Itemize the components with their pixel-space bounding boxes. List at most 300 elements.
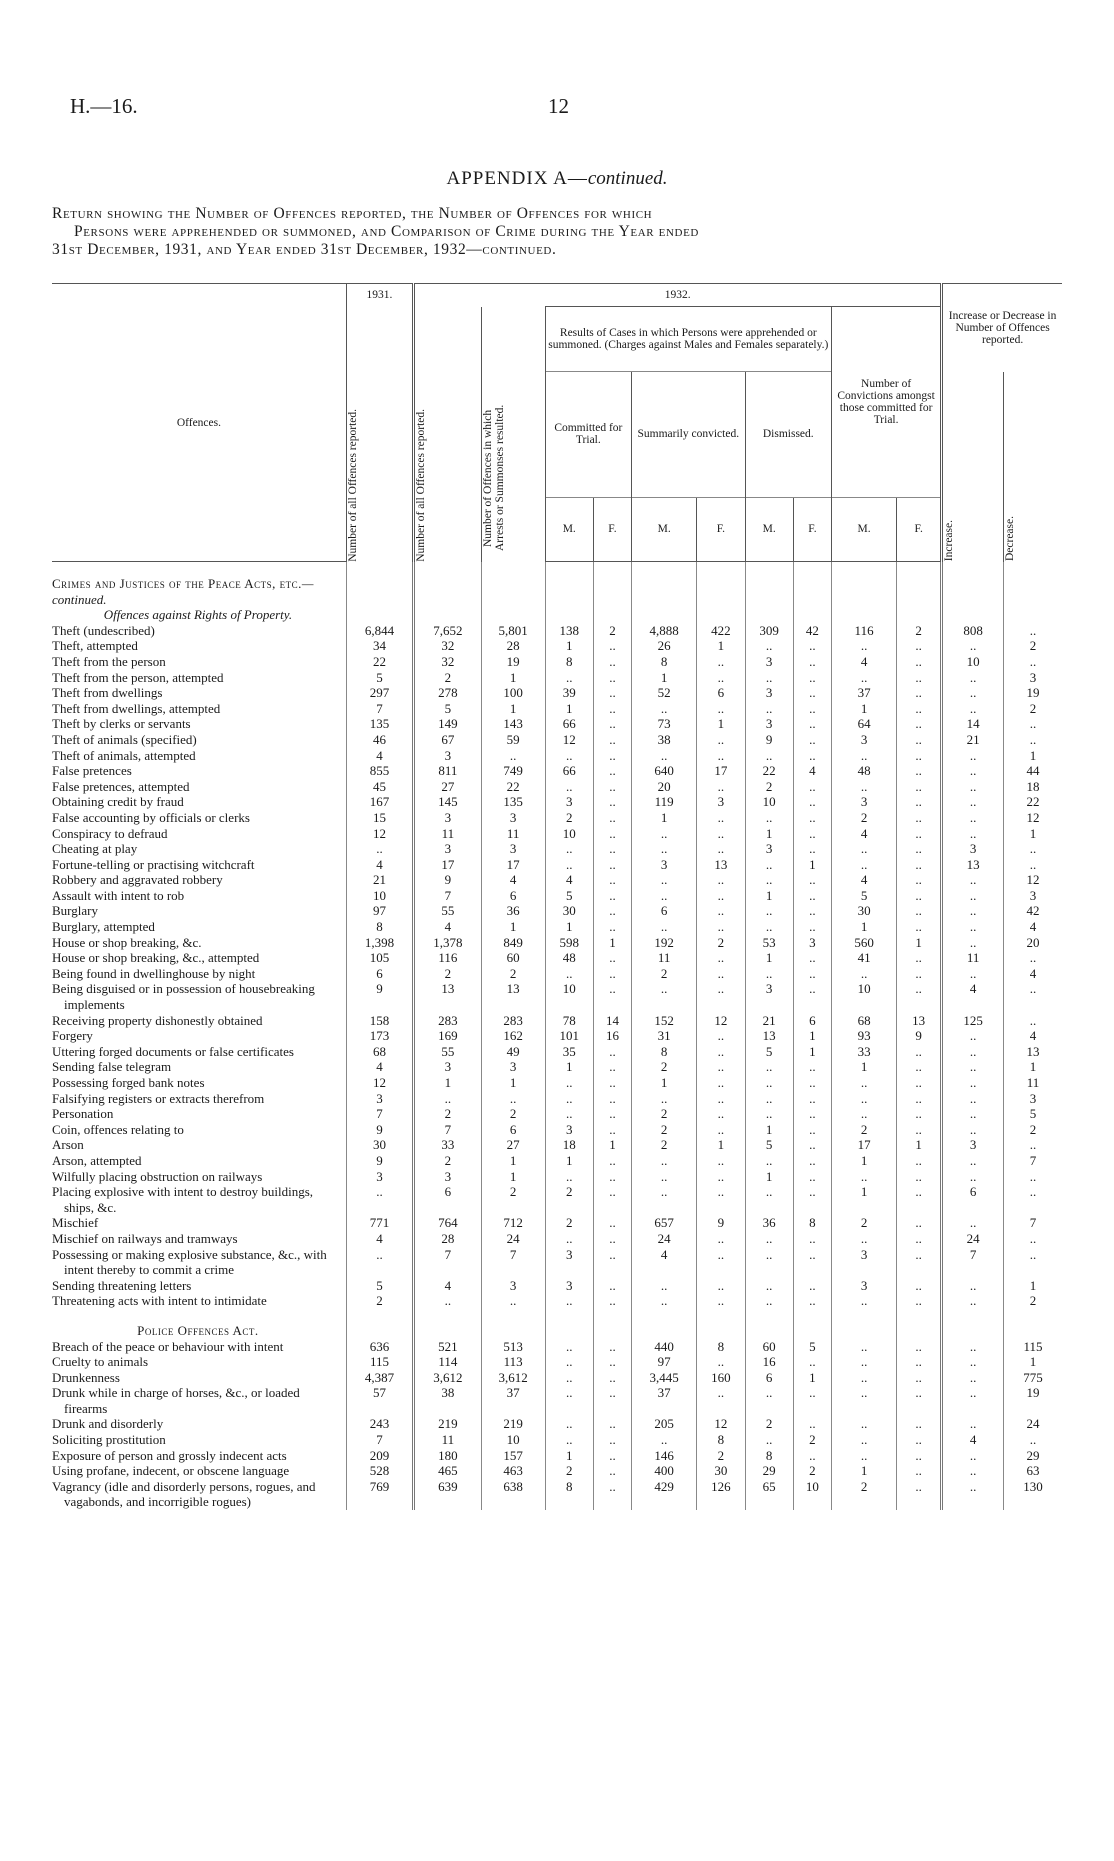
offence-label: Theft from dwellings (52, 685, 163, 701)
table-cell: .. (793, 654, 831, 670)
table-cell: .. (593, 1231, 631, 1247)
table-cell: 24 (632, 1231, 697, 1247)
table-cell: 2 (632, 1137, 697, 1153)
table-cell: .. (832, 966, 897, 982)
table-cell: .. (697, 748, 745, 764)
table-cell: 1 (545, 701, 593, 717)
table-cell: 463 (481, 1463, 545, 1479)
table-cell: .. (593, 1463, 631, 1479)
table-cell: 2 (545, 1215, 593, 1231)
table-cell: 8 (697, 1339, 745, 1355)
table-cell: 2 (545, 1463, 593, 1479)
table-cell: 2 (481, 1106, 545, 1122)
offence-label: False accounting by officials or clerks (52, 809, 250, 825)
offence-label: Fortune-telling or practising witchcraft (52, 856, 255, 872)
table-cell: 4 (545, 872, 593, 888)
table-cell: .. (745, 903, 793, 919)
table-row (52, 888, 1062, 904)
table-cell: 5 (793, 1339, 831, 1355)
table-cell: 24 (942, 1231, 1004, 1247)
offence-name (52, 826, 346, 842)
table-cell: 3 (832, 732, 897, 748)
table-cell: .. (793, 779, 831, 795)
table-cell: 68 (832, 1013, 897, 1029)
table-cell: 1 (745, 1169, 793, 1185)
table-cell: 4 (1003, 1028, 1062, 1044)
table-row (52, 1075, 1062, 1091)
table-cell: .. (697, 888, 745, 904)
table-cell: .. (897, 981, 942, 1012)
table-cell: 21 (745, 1013, 793, 1029)
table-cell: 53 (745, 935, 793, 951)
table-cell: 1 (1003, 826, 1062, 842)
table-cell: 5 (745, 1044, 793, 1060)
table-cell: .. (897, 1339, 942, 1355)
table-cell: 55 (414, 903, 481, 919)
empty-cell (897, 562, 942, 623)
table-cell: 513 (481, 1339, 545, 1355)
table-row (52, 716, 1062, 732)
table-cell: 115 (1003, 1339, 1062, 1355)
table-cell: .. (942, 1075, 1004, 1091)
table-cell: .. (593, 966, 631, 982)
table-cell: .. (832, 1432, 897, 1448)
table-cell: 1 (897, 1137, 942, 1153)
offence-name (52, 779, 346, 795)
table-cell: 3 (745, 981, 793, 1012)
offence-label: Forgery (52, 1028, 93, 1044)
table-cell: .. (942, 670, 1004, 686)
table-cell: 100 (481, 685, 545, 701)
offence-name (52, 1231, 346, 1247)
table-cell: 1 (832, 919, 897, 935)
table-cell: .. (793, 1059, 831, 1075)
table-cell: 12 (1003, 810, 1062, 826)
table-cell: 24 (481, 1231, 545, 1247)
table-cell: .. (545, 1106, 593, 1122)
table-row (52, 701, 1062, 717)
table-cell: 17 (414, 857, 481, 873)
summarily-f-header: F. (697, 497, 745, 561)
table-cell: .. (697, 1075, 745, 1091)
table-cell: 116 (832, 623, 897, 639)
table-cell: .. (697, 1231, 745, 1247)
table-cell: .. (632, 826, 697, 842)
table-cell: .. (1003, 841, 1062, 857)
table-cell: .. (832, 1075, 897, 1091)
table-cell: .. (1003, 654, 1062, 670)
table-cell: .. (593, 638, 631, 654)
table-cell: 27 (481, 1137, 545, 1153)
table-cell: 11 (414, 826, 481, 842)
table-cell: 5,801 (481, 623, 545, 639)
offence-label: Mischief (52, 1215, 99, 1231)
table-row (52, 857, 1062, 873)
table-cell: .. (897, 1044, 942, 1060)
table-cell: 14 (593, 1013, 631, 1029)
offence-label: Breach of the peace or behaviour with intent (52, 1338, 284, 1354)
table-cell: 9 (697, 1215, 745, 1231)
offence-name (52, 1278, 346, 1294)
table-row (52, 1479, 1062, 1510)
empty-cell (793, 562, 831, 623)
table-cell: .. (832, 1091, 897, 1107)
offence-name (52, 810, 346, 826)
table-cell: 598 (545, 935, 593, 951)
offence-label: Placing explosive with intent to destroy buildings, ships, &c. (52, 1184, 314, 1215)
table-cell: 5 (346, 1278, 413, 1294)
table-cell: .. (793, 638, 831, 654)
table-cell: .. (897, 903, 942, 919)
section-title-row (52, 562, 1062, 623)
offences-table (52, 283, 1062, 1510)
table-cell: .. (545, 1293, 593, 1309)
table-cell: .. (697, 1059, 745, 1075)
table-cell: .. (897, 950, 942, 966)
offence-label: Possessing forged bank notes (52, 1075, 205, 1090)
table-cell: .. (1003, 1432, 1062, 1448)
table-cell: 30 (346, 1137, 413, 1153)
table-cell: .. (793, 872, 831, 888)
table-cell: .. (897, 1416, 942, 1432)
offence-label: Sending false telegram (52, 1059, 172, 1075)
table-row (52, 872, 1062, 888)
table-cell: 4 (632, 1247, 697, 1278)
table-cell: 9 (745, 732, 793, 748)
table-cell: 6 (481, 888, 545, 904)
table-cell: 2 (1003, 1122, 1062, 1138)
offence-label: Soliciting prostitution (52, 1432, 166, 1448)
table-cell: .. (414, 1293, 481, 1309)
table-cell: 1 (1003, 1354, 1062, 1370)
table-cell: 30 (697, 1463, 745, 1479)
offence-name (52, 935, 346, 951)
table-cell: .. (793, 1354, 831, 1370)
table-row (52, 1028, 1062, 1044)
table-cell: 42 (793, 623, 831, 639)
table-cell: .. (745, 1075, 793, 1091)
table-row (52, 1463, 1062, 1479)
table-cell: 5 (346, 670, 413, 686)
table-cell: .. (897, 841, 942, 857)
table-cell: .. (793, 1153, 831, 1169)
table-cell: 8 (632, 1044, 697, 1060)
reported-1931-header: Number of all Offences reported. (346, 408, 359, 562)
offence-name (52, 1247, 346, 1278)
offence-label: Wilfully placing obstruction on railways (52, 1168, 263, 1184)
table-cell: 283 (414, 1013, 481, 1029)
table-cell: 528 (346, 1463, 413, 1479)
table-cell: 146 (632, 1448, 697, 1464)
table-cell: .. (897, 919, 942, 935)
table-cell: 636 (346, 1339, 413, 1355)
table-cell: 60 (745, 1339, 793, 1355)
table-cell: .. (697, 732, 745, 748)
table-cell: .. (697, 841, 745, 857)
section-subtitle: Offences against Rights of Property. (103, 607, 293, 623)
table-cell: 2 (832, 1215, 897, 1231)
offence-label: Falsifying registers or extracts therefrom (52, 1090, 265, 1106)
table-cell: .. (942, 1215, 1004, 1231)
table-row (52, 903, 1062, 919)
table-cell: 1 (1003, 748, 1062, 764)
table-cell: 17 (697, 763, 745, 779)
table-cell: 8 (793, 1215, 831, 1231)
table-cell: 16 (593, 1028, 631, 1044)
table-row (52, 841, 1062, 857)
table-cell: .. (1003, 1184, 1062, 1215)
table-cell: 3 (414, 748, 481, 764)
table-cell: .. (545, 1075, 593, 1091)
table-cell: .. (793, 1247, 831, 1278)
table-cell: 9 (346, 981, 413, 1012)
table-cell: .. (832, 841, 897, 857)
table-cell: 115 (346, 1354, 413, 1370)
table-cell: .. (593, 654, 631, 670)
offence-label: Drunkenness (52, 1369, 120, 1385)
table-cell: 48 (545, 950, 593, 966)
table-cell: .. (745, 1293, 793, 1309)
table-cell: 1 (832, 1463, 897, 1479)
table-cell: 11 (414, 1432, 481, 1448)
table-cell: 12 (697, 1013, 745, 1029)
offences-header: Offences. (52, 284, 346, 562)
table-cell: 24 (1003, 1416, 1062, 1432)
table-row (52, 1059, 1062, 1075)
table-cell: 12 (545, 732, 593, 748)
empty-cell (697, 562, 745, 623)
table-cell: 4 (346, 748, 413, 764)
table-cell: 78 (545, 1013, 593, 1029)
empty-cell (832, 562, 897, 623)
table-cell: 66 (545, 763, 593, 779)
table-cell: 297 (346, 685, 413, 701)
table-cell: 12 (697, 1416, 745, 1432)
table-cell: 9 (346, 1153, 413, 1169)
table-cell: .. (897, 872, 942, 888)
table-cell: 2 (1003, 1293, 1062, 1309)
offence-name (52, 732, 346, 748)
offence-name (52, 1293, 346, 1309)
table-cell: 12 (346, 1075, 413, 1091)
table-cell: 5 (414, 701, 481, 717)
table-cell: .. (793, 841, 831, 857)
table-cell: 8 (632, 654, 697, 670)
table-cell: 3 (1003, 670, 1062, 686)
table-cell: 4,888 (632, 623, 697, 639)
table-row (52, 1370, 1062, 1386)
table-cell: .. (897, 670, 942, 686)
offence-name (52, 1463, 346, 1479)
table-cell: .. (745, 1184, 793, 1215)
table-cell: 3,612 (414, 1370, 481, 1386)
table-cell: 13 (942, 857, 1004, 873)
table-cell: 219 (414, 1416, 481, 1432)
table-cell: .. (593, 1169, 631, 1185)
table-cell: .. (593, 1339, 631, 1355)
table-cell: 2 (545, 810, 593, 826)
table-cell: .. (832, 638, 897, 654)
offence-label: Theft from the person, attempted (52, 669, 224, 685)
table-cell: 3 (481, 1059, 545, 1075)
table-row (52, 670, 1062, 686)
table-cell: 101 (545, 1028, 593, 1044)
table-cell: .. (745, 670, 793, 686)
table-row (52, 919, 1062, 935)
table-cell: .. (697, 1247, 745, 1278)
offence-label: Mischief on railways and tramways (52, 1230, 238, 1246)
table-cell: 33 (414, 1137, 481, 1153)
table-cell: .. (745, 1106, 793, 1122)
table-cell: 3 (632, 857, 697, 873)
table-cell: 113 (481, 1354, 545, 1370)
empty-cell (414, 562, 481, 623)
table-cell: .. (793, 981, 831, 1012)
table-cell: 48 (832, 763, 897, 779)
table-cell: .. (481, 1091, 545, 1107)
table-cell: .. (346, 841, 413, 857)
table-cell: .. (832, 670, 897, 686)
table-cell: 849 (481, 935, 545, 951)
table-cell: 157 (481, 1448, 545, 1464)
table-cell: .. (545, 1354, 593, 1370)
offence-label: House or shop breaking, &c., attempted (52, 950, 260, 966)
table-cell: .. (942, 1293, 1004, 1309)
table-cell: .. (897, 1122, 942, 1138)
table-row (52, 1013, 1062, 1029)
offence-name (52, 1448, 346, 1464)
offence-label: Receiving property dishonestly obtained (52, 1012, 263, 1028)
table-cell: 7 (481, 1247, 545, 1278)
table-cell: .. (697, 826, 745, 842)
table-cell: .. (697, 966, 745, 982)
table-cell: 278 (414, 685, 481, 701)
table-cell: .. (697, 1106, 745, 1122)
table-cell: 2 (832, 810, 897, 826)
table-cell: .. (745, 638, 793, 654)
table-cell: .. (593, 1106, 631, 1122)
table-cell: .. (593, 1385, 631, 1416)
offence-label: Personation (52, 1106, 114, 1122)
table-cell: 440 (632, 1339, 697, 1355)
table-cell: .. (593, 1122, 631, 1138)
table-cell: 3 (545, 1278, 593, 1294)
table-cell: 7 (346, 1106, 413, 1122)
table-cell: .. (942, 748, 1004, 764)
table-cell: 3 (745, 716, 793, 732)
table-row (52, 950, 1062, 966)
table-cell: .. (942, 1416, 1004, 1432)
table-cell: .. (1003, 716, 1062, 732)
table-cell: .. (545, 1432, 593, 1448)
table-cell: 2 (481, 966, 545, 982)
table-cell: .. (545, 1370, 593, 1386)
table-cell: 13 (745, 1028, 793, 1044)
table-cell: 68 (346, 1044, 413, 1060)
empty-cell (745, 1309, 793, 1339)
offence-name (52, 670, 346, 686)
table-cell: .. (593, 732, 631, 748)
table-cell: 3 (1003, 1091, 1062, 1107)
table-cell: 2 (832, 1479, 897, 1510)
table-cell: .. (942, 685, 1004, 701)
table-cell: .. (632, 748, 697, 764)
offence-label: False pretences (52, 763, 132, 779)
table-cell: .. (697, 1153, 745, 1169)
table-cell: 1 (632, 1075, 697, 1091)
table-row (52, 1122, 1062, 1138)
table-cell: .. (897, 763, 942, 779)
table-cell: 4 (346, 1231, 413, 1247)
table-cell: 3 (346, 1169, 413, 1185)
empty-cell (897, 1309, 942, 1339)
table-cell: .. (697, 1293, 745, 1309)
table-row (52, 1339, 1062, 1355)
offence-name (52, 1432, 346, 1448)
table-cell: 12 (1003, 872, 1062, 888)
table-cell: 1 (481, 919, 545, 935)
document-reference: H.—16. (70, 94, 138, 118)
table-cell: 1 (1003, 1278, 1062, 1294)
table-cell: .. (593, 888, 631, 904)
table-cell: .. (545, 1339, 593, 1355)
table-cell: .. (832, 779, 897, 795)
table-cell: .. (593, 981, 631, 1012)
offence-label: Theft from the person (52, 653, 166, 669)
offence-name (52, 1106, 346, 1122)
table-cell: .. (745, 1059, 793, 1075)
table-cell: .. (481, 1293, 545, 1309)
table-cell: 712 (481, 1215, 545, 1231)
offence-label: Drunk while in charge of horses, &c., or loaded firearms (52, 1385, 300, 1416)
table-cell: .. (793, 919, 831, 935)
table-cell: 10 (832, 981, 897, 1012)
table-cell: .. (593, 1479, 631, 1510)
offence-name (52, 919, 346, 935)
results-header: Results of Cases in which Persons were apprehended or summoned. (Charges against Males and Females separately.) (545, 307, 831, 372)
table-cell: .. (793, 794, 831, 810)
table-cell: 3 (832, 1247, 897, 1278)
table-cell: 19 (1003, 1385, 1062, 1416)
table-cell: 3 (545, 794, 593, 810)
table-row (52, 1354, 1062, 1370)
table-cell: .. (745, 1247, 793, 1278)
table-cell: 119 (632, 794, 697, 810)
table-cell: 46 (346, 732, 413, 748)
table-cell: 37 (481, 1385, 545, 1416)
table-cell: 2 (697, 935, 745, 951)
summarily-m-header: M. (632, 497, 697, 561)
table-cell: 3 (414, 841, 481, 857)
table-cell: .. (545, 670, 593, 686)
table-cell: .. (942, 826, 1004, 842)
dismissed-f-header: F. (793, 497, 831, 561)
table-cell: .. (1003, 1013, 1062, 1029)
table-cell: .. (632, 1184, 697, 1215)
table-cell: 400 (632, 1463, 697, 1479)
table-cell: .. (697, 1091, 745, 1107)
table-cell: 1 (545, 638, 593, 654)
table-cell: 1 (593, 1137, 631, 1153)
table-cell: .. (545, 1169, 593, 1185)
table-cell: .. (942, 779, 1004, 795)
table-cell: 9 (897, 1028, 942, 1044)
convictions-header: Number of Convictions amongst those committed for Trial. (832, 307, 942, 498)
table-cell: .. (697, 1354, 745, 1370)
table-cell: 3 (481, 1278, 545, 1294)
table-row (52, 654, 1062, 670)
offence-name (52, 685, 346, 701)
